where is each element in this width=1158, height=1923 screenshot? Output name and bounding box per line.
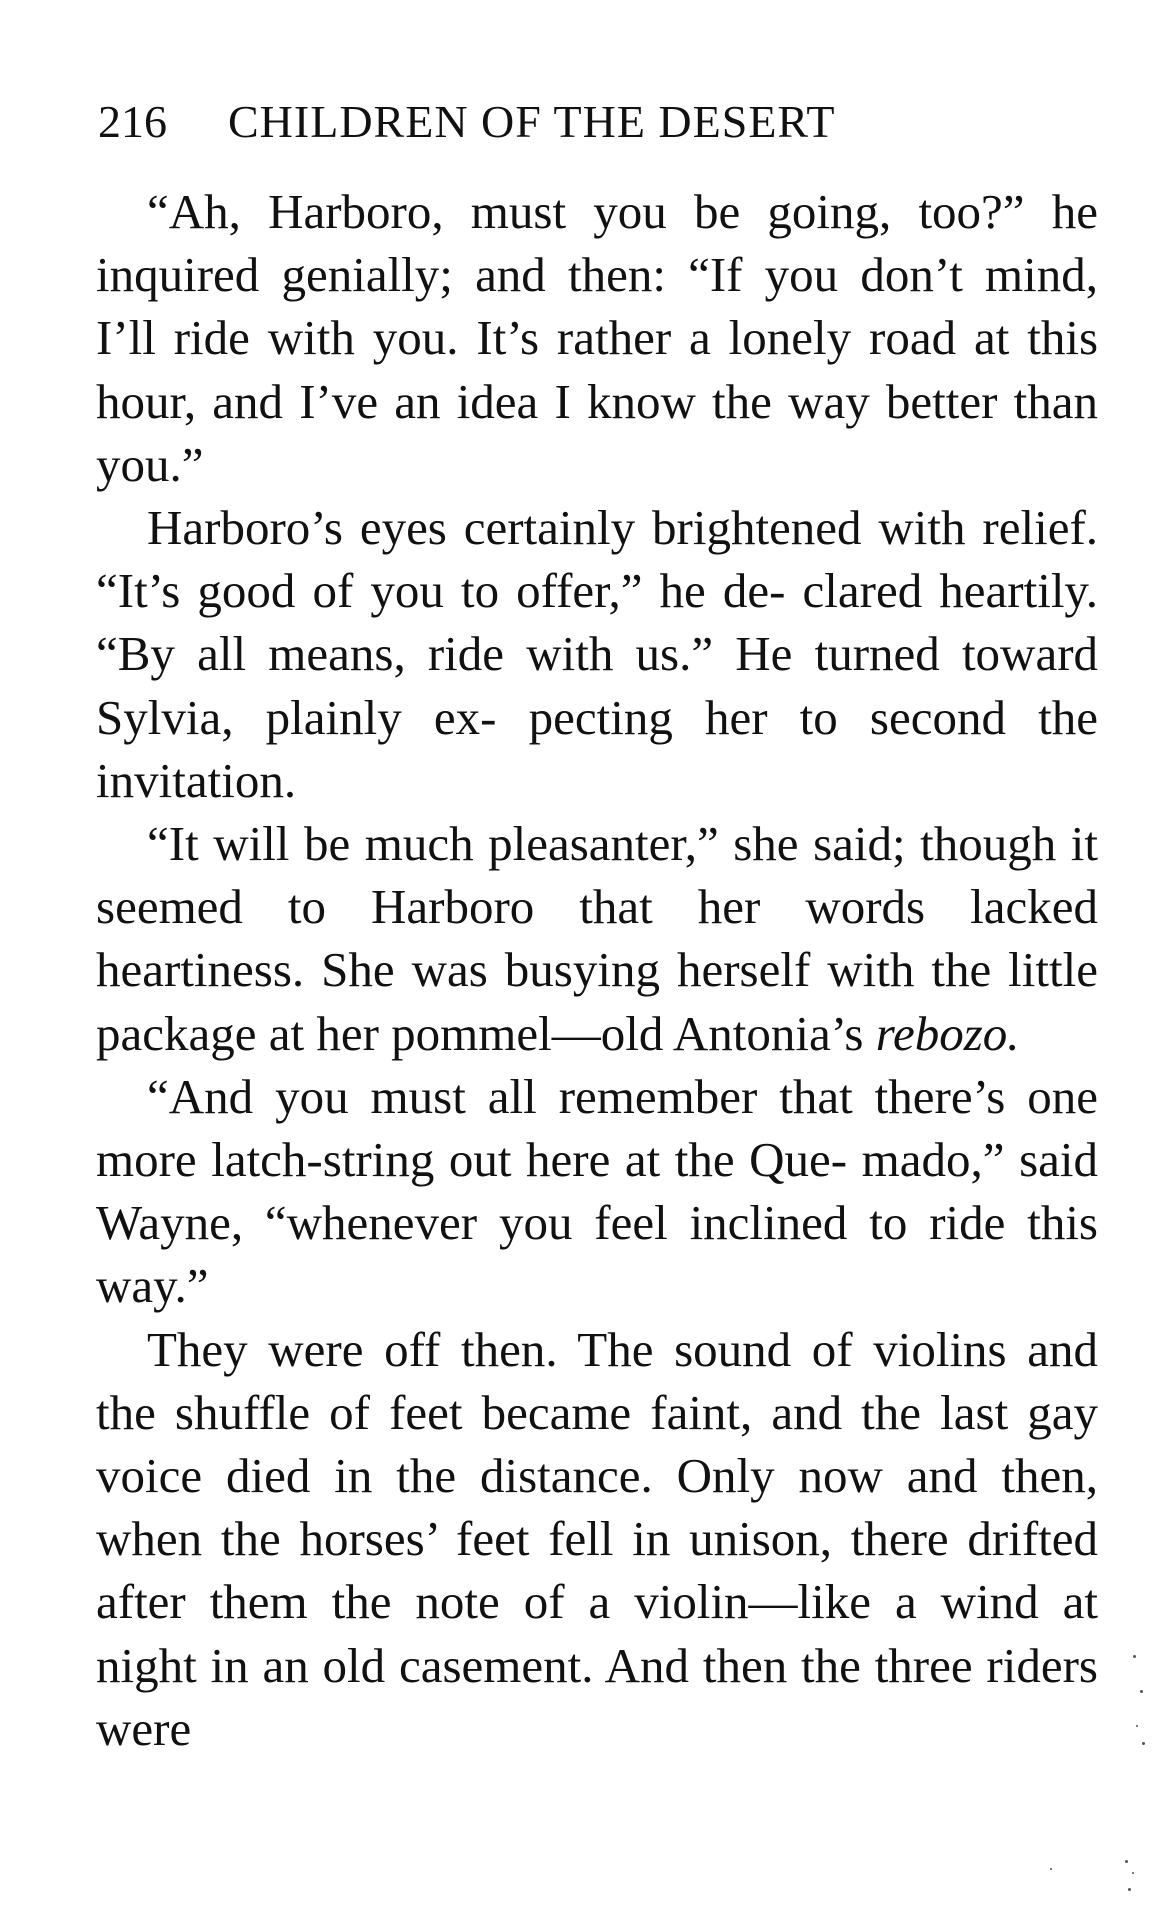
scan-speck bbox=[1133, 1655, 1136, 1658]
book-title: CHILDREN OF THE DESERT bbox=[228, 96, 836, 147]
text-line: casement. And then the three riders were bbox=[96, 1637, 1098, 1756]
text-line: last gay voice died in the distance. Only bbox=[96, 1384, 1099, 1504]
italic-word-rebozo: rebozo. bbox=[875, 1005, 1020, 1061]
paragraph-3 bbox=[96, 812, 1098, 1065]
text-line: “Ah, Harboro, must you be going, too?” bbox=[147, 184, 1025, 239]
scan-speck bbox=[1142, 1742, 1145, 1745]
text-line: inclined to ride this way.” bbox=[96, 1195, 1099, 1314]
scan-speck bbox=[1140, 1690, 1143, 1693]
scan-speck bbox=[1125, 1860, 1128, 1863]
running-head bbox=[98, 92, 938, 152]
text-line: a lonely road at this hour, and I’ve an idea bbox=[96, 310, 1099, 429]
text-line: now and then, when the horses’ feet fell in bbox=[96, 1448, 1098, 1567]
paragraph-1 bbox=[96, 180, 1098, 496]
text-line: of a violin—like a wind at night in an old bbox=[96, 1574, 1098, 1693]
text-line: us.” He turned toward Sylvia, plainly ex- bbox=[96, 626, 1099, 745]
text-line: I know the way better than you.” bbox=[96, 373, 1098, 492]
paragraph-2 bbox=[96, 496, 1098, 812]
text-line: pecting her to second the invitation. bbox=[96, 689, 1099, 808]
text-line: don’t mind, I’ll ride with you. It’s rather bbox=[96, 247, 1099, 366]
text-line: relief. “It’s good of you to offer,” he de- bbox=[96, 500, 1099, 619]
scan-speck bbox=[1136, 1725, 1138, 1727]
text-line: clared heartily. “By all means, ride with bbox=[96, 563, 1099, 682]
paragraph-4 bbox=[96, 1065, 1098, 1318]
text-line: and the shuffle of feet became faint, and the bbox=[96, 1321, 1099, 1440]
text-line: one more latch-string out here at the Que- bbox=[96, 1068, 1098, 1188]
scan-speck bbox=[1128, 1888, 1131, 1891]
paragraph-5 bbox=[96, 1318, 1098, 1760]
text-line: mado,” said Wayne, “whenever you feel bbox=[96, 1132, 1098, 1251]
page-number: 216 bbox=[98, 96, 167, 147]
text-line: unison, there drifted after them the note bbox=[96, 1511, 1098, 1630]
paragraph-text: “It will be much pleasanter,” she said; though it seemed to Harboro that her words lacked heartiness. She was busying herself with the little package at her pommel—old Antonia’s bbox=[96, 816, 1098, 1061]
scan-speck bbox=[1132, 1872, 1134, 1874]
text-line: Harboro’s eyes certainly brightened with bbox=[147, 500, 966, 556]
body-text bbox=[96, 180, 1098, 1760]
text-line: he inquired genially; and then: “If you bbox=[96, 184, 1098, 303]
text-line: They were off then. The sound of violins bbox=[147, 1321, 1007, 1377]
scan-speck bbox=[1050, 1868, 1052, 1870]
text-line: “And you must all remember that there’s bbox=[147, 1068, 1006, 1124]
